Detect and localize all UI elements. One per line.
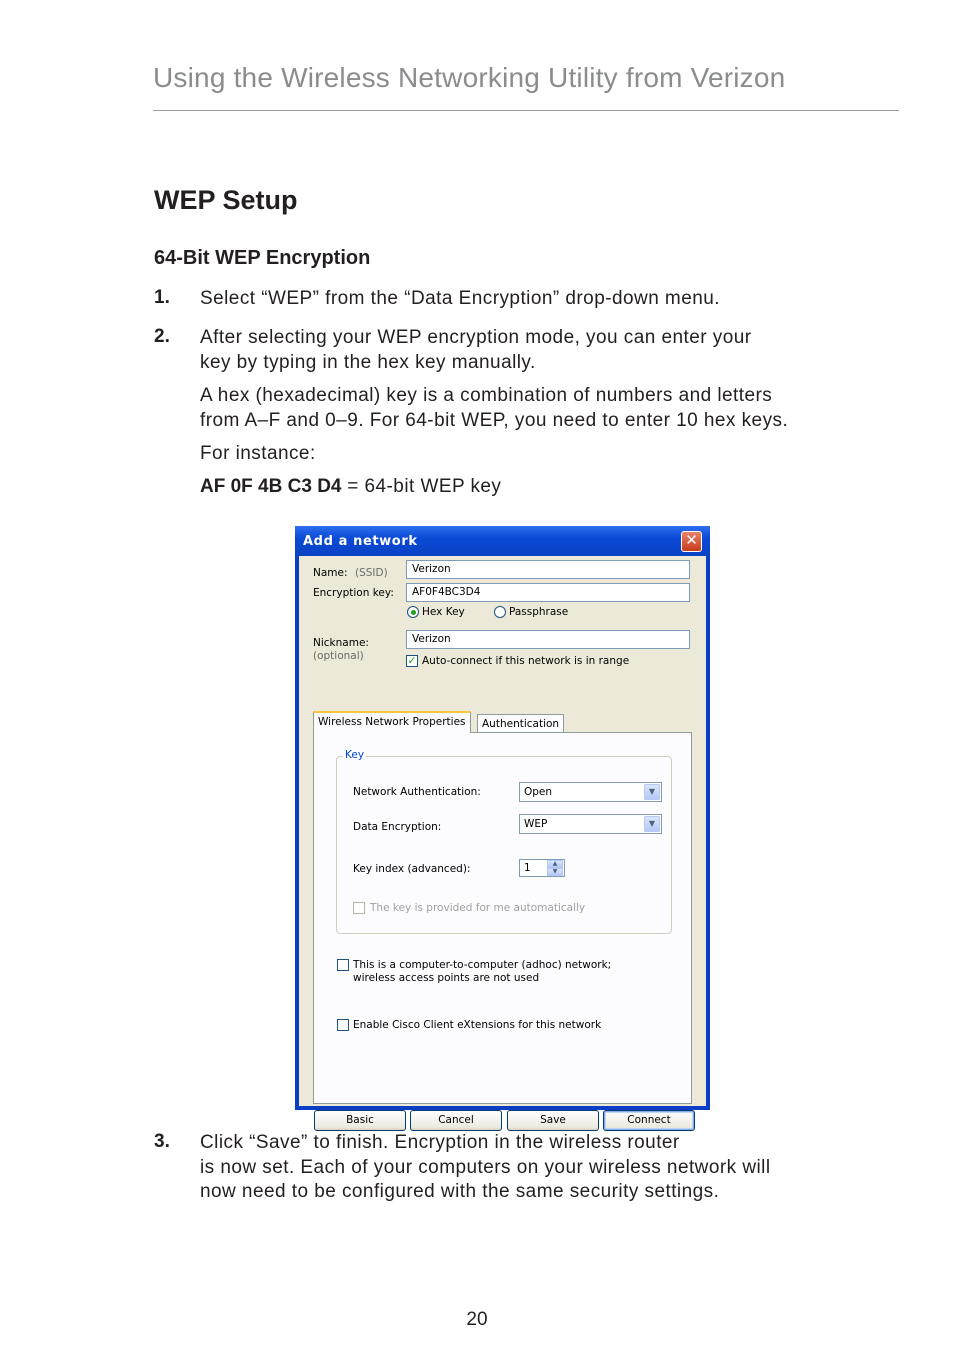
auto-connect-label: Auto-connect if this network is in range — [422, 655, 630, 667]
step-2-line-1: After selecting your WEP encryption mode, you can enter your — [200, 327, 752, 348]
key-index-spinner[interactable] — [519, 859, 565, 877]
example-key-line — [200, 475, 870, 500]
auto-connect-checkbox[interactable]: ✓ — [407, 654, 417, 667]
subsection-title: 64-Bit WEP Encryption — [154, 247, 371, 269]
step-3-line-2: is now set. Each of your computers on your wireless network will — [200, 1156, 771, 1178]
key-index-value: 1 — [524, 862, 531, 874]
network-auth-label: Network Authentication: — [353, 786, 481, 798]
basic-button[interactable]: Basic — [314, 1110, 406, 1131]
auto-key-checkbox[interactable] — [353, 902, 365, 914]
chevron-down-icon[interactable]: ▼ — [644, 816, 660, 832]
step-3-text — [200, 1131, 870, 1205]
cisco-extensions-checkbox[interactable] — [337, 1019, 349, 1031]
dialog-body — [299, 556, 706, 1126]
add-network-dialog — [295, 526, 710, 1126]
hex-explanation — [200, 384, 870, 433]
cisco-extensions-label: Enable Cisco Client eXtensions for this network — [353, 1019, 602, 1031]
adhoc-checkbox[interactable] — [337, 959, 349, 971]
close-icon[interactable]: ✕ — [681, 531, 702, 552]
example-key-suffix: = 64-bit WEP key — [341, 476, 502, 497]
tab-panel — [313, 732, 692, 1104]
section-title: WEP Setup — [154, 185, 298, 215]
step-2-line-2: key by typing in the hex key manually. — [200, 351, 536, 373]
instance-label: For instance: — [200, 443, 316, 464]
network-auth-select[interactable] — [519, 782, 662, 802]
hex-key-radio[interactable] — [407, 606, 419, 618]
step-3-number: 3. — [154, 1131, 170, 1152]
key-group-label: Key — [345, 749, 365, 761]
adhoc-label-line-2: wireless access points are not used — [353, 972, 540, 984]
step-2-text — [200, 326, 870, 375]
data-encryption-value: WEP — [524, 818, 548, 830]
key-group — [336, 749, 672, 934]
example-key: AF 0F 4B C3 D4 — [200, 476, 342, 497]
auto-key-label: The key is provided for me automatically — [370, 902, 586, 914]
name-input[interactable]: Verizon — [406, 560, 690, 579]
passphrase-radio[interactable] — [494, 606, 506, 618]
step-1-text: Select “WEP” from the “Data Encryption” drop-down menu. — [200, 288, 720, 309]
nickname-input[interactable]: Verizon — [406, 630, 690, 649]
header-rule — [153, 110, 899, 111]
encryption-key-label: Encryption key: — [313, 587, 394, 599]
step-3-line-1: Click “Save” to finish. Encryption in the wireless router — [200, 1132, 680, 1153]
encryption-key-input[interactable]: AF0F4BC3D4 — [406, 583, 690, 602]
cancel-button[interactable]: Cancel — [410, 1110, 502, 1131]
optional-hint: (optional) — [313, 650, 364, 662]
hex-line-1: A hex (hexadecimal) key is a combination of numbers and letters — [200, 385, 773, 406]
data-encryption-select[interactable] — [519, 814, 662, 834]
data-encryption-label: Data Encryption: — [353, 821, 442, 833]
spin-down-icon[interactable]: ▼ — [547, 868, 563, 876]
save-button[interactable]: Save — [507, 1110, 599, 1131]
step-1-number: 1. — [154, 287, 170, 308]
hex-key-label: Hex Key — [422, 606, 465, 618]
dialog-title-bar — [295, 526, 710, 556]
running-head: Using the Wireless Networking Utility from Verizon — [153, 62, 786, 93]
key-index-label: Key index (advanced): — [353, 863, 471, 875]
tab-wireless-network-properties[interactable]: Wireless Network Properties — [313, 711, 471, 733]
spin-up-icon[interactable]: ▲ — [547, 860, 563, 868]
hex-line-2: from A–F and 0–9. For 64-bit WEP, you need to enter 10 hex keys. — [200, 409, 789, 431]
name-label: Name: — [313, 567, 348, 579]
adhoc-label-line-1: This is a computer-to-computer (adhoc) network; — [353, 959, 612, 971]
dialog-title: Add a network — [303, 534, 418, 549]
tab-authentication[interactable]: Authentication — [477, 714, 564, 733]
chevron-down-icon[interactable]: ▼ — [644, 784, 660, 800]
step-3-line-3: now need to be configured with the same security settings. — [200, 1181, 720, 1202]
nickname-label: Nickname: — [313, 637, 369, 649]
ssid-hint: (SSID) — [355, 567, 388, 579]
connect-button[interactable]: Connect — [603, 1110, 695, 1131]
network-auth-value: Open — [524, 786, 553, 798]
passphrase-label: Passphrase — [509, 606, 569, 618]
page-number: 20 — [466, 1309, 488, 1330]
step-2-number: 2. — [154, 326, 170, 347]
